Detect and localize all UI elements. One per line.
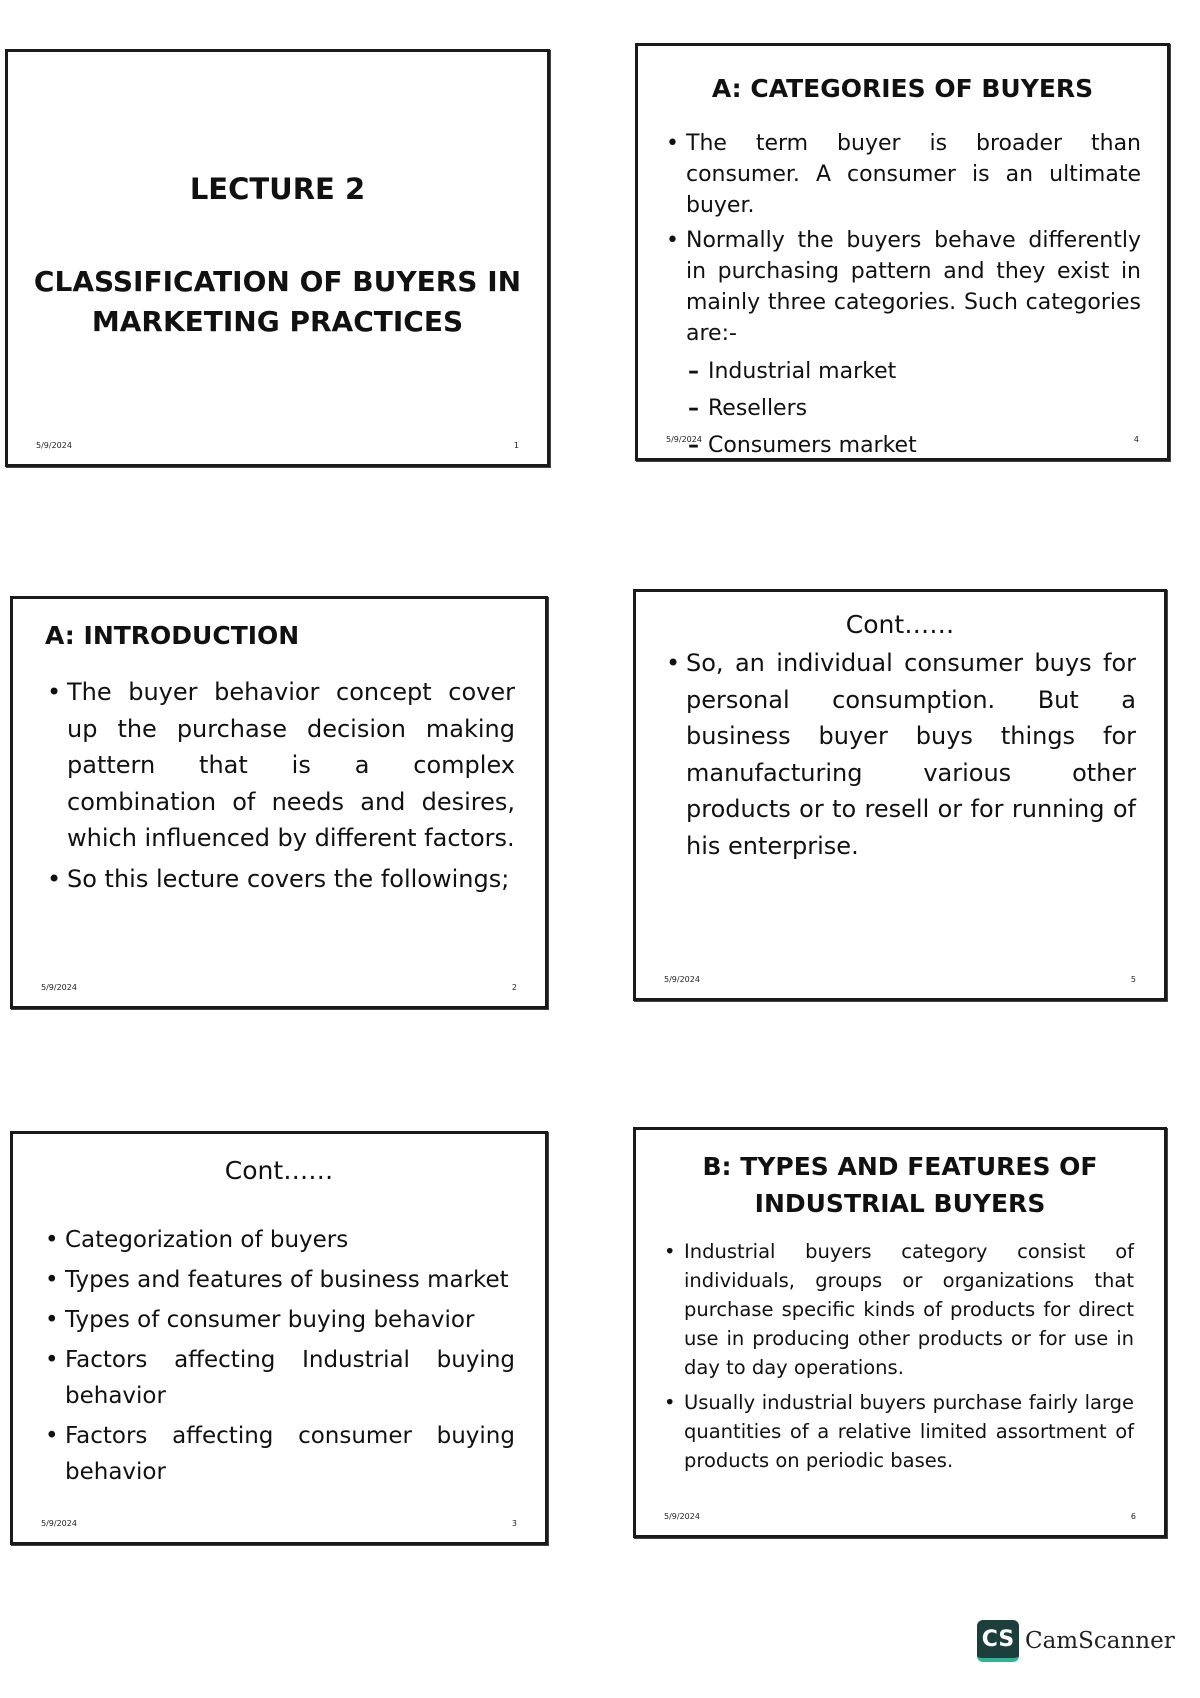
slide-content bbox=[664, 128, 1141, 464]
camscanner-watermark bbox=[977, 1620, 1175, 1662]
sub-item: – Resellers bbox=[688, 390, 1141, 427]
slide-heading: Cont…… bbox=[224, 1156, 334, 1185]
bullet-item: • So this lecture covers the followings; bbox=[45, 861, 515, 898]
slide-heading: A: INTRODUCTION bbox=[45, 621, 300, 650]
title-line-2: MARKETING PRACTICES bbox=[91, 305, 464, 338]
slide-heading bbox=[636, 1148, 1164, 1222]
bullet-list bbox=[662, 1237, 1134, 1475]
title-line-1: CLASSIFICATION OF BUYERS IN bbox=[33, 265, 522, 298]
slide-date: 5/9/2024 bbox=[664, 1512, 700, 1521]
slide-heading: Cont…… bbox=[845, 610, 955, 639]
camscanner-logo-icon: CS bbox=[977, 1620, 1019, 1662]
bullet-item: • Types and features of business market bbox=[43, 1262, 515, 1298]
slide-6 bbox=[633, 1127, 1167, 1538]
slide-number: 6 bbox=[1130, 1512, 1136, 1521]
lecture-number: LECTURE 2 bbox=[189, 172, 366, 206]
heading-line-1: B: TYPES AND FEATURES OF bbox=[702, 1152, 1098, 1181]
slide-date: 5/9/2024 bbox=[36, 441, 72, 450]
slide-date: 5/9/2024 bbox=[41, 1519, 77, 1528]
slide-number: 3 bbox=[511, 1519, 517, 1528]
slide-4 bbox=[635, 43, 1170, 461]
sub-list bbox=[688, 353, 1141, 464]
slide-title bbox=[28, 262, 527, 342]
slide-number: 5 bbox=[1130, 975, 1136, 984]
bullet-item: • The term buyer is broader than consumer. A consumer is an ultimate buyer. bbox=[664, 128, 1141, 221]
slide-number: 4 bbox=[1133, 435, 1139, 444]
bullet-item: • Types of consumer buying behavior bbox=[43, 1302, 515, 1338]
sub-item: – Consumers market bbox=[688, 427, 1141, 464]
bullet-item: • Factors affecting Industrial buying behavior bbox=[43, 1342, 515, 1414]
camscanner-name: CamScanner bbox=[1025, 1628, 1175, 1654]
slide-date: 5/9/2024 bbox=[664, 975, 700, 984]
slide-content bbox=[43, 1222, 515, 1494]
slide-content bbox=[45, 674, 515, 901]
slide-content bbox=[662, 1237, 1134, 1481]
bullet-item: • Categorization of buyers bbox=[43, 1222, 515, 1258]
slide-heading: A: CATEGORIES OF BUYERS bbox=[711, 74, 1094, 103]
slide-5 bbox=[633, 589, 1167, 1001]
bullet-item: • Usually industrial buyers purchase fairly large quantities of a relative limited assortment of products on periodic bases. bbox=[662, 1388, 1134, 1475]
slide-date: 5/9/2024 bbox=[666, 435, 702, 444]
bullet-item: • So, an individual consumer buys for personal consumption. But a business buyer buys things for manufacturing various other products or to resell or for running of his enterprise. bbox=[664, 645, 1136, 864]
slide-1 bbox=[5, 49, 550, 467]
bullet-list bbox=[43, 1222, 515, 1490]
slide-date: 5/9/2024 bbox=[41, 983, 77, 992]
slide-3 bbox=[10, 1131, 548, 1545]
slide-number: 2 bbox=[511, 983, 517, 992]
bullet-item: • Factors affecting consumer buying behavior bbox=[43, 1418, 515, 1490]
bullet-list bbox=[664, 128, 1141, 349]
heading-line-2: INDUSTRIAL BUYERS bbox=[754, 1189, 1046, 1218]
bullet-item: • Industrial buyers category consist of individuals, groups or organizations that purchase specific kinds of products for direct use in producing other products or for use in day to day operations. bbox=[662, 1237, 1134, 1382]
sub-item: – Industrial market bbox=[688, 353, 1141, 390]
bullet-item: • The buyer behavior concept cover up the purchase decision making pattern that is a complex combination of needs and desires, which influenced by different factors. bbox=[45, 674, 515, 857]
bullet-item: • Normally the buyers behave differently in purchasing pattern and they exist in mainly three categories. Such categories are:- bbox=[664, 225, 1141, 349]
slide-content bbox=[664, 645, 1136, 864]
bullet-list bbox=[45, 674, 515, 897]
slide-number: 1 bbox=[513, 441, 519, 450]
bullet-list bbox=[664, 645, 1136, 864]
slide-2 bbox=[10, 596, 548, 1009]
